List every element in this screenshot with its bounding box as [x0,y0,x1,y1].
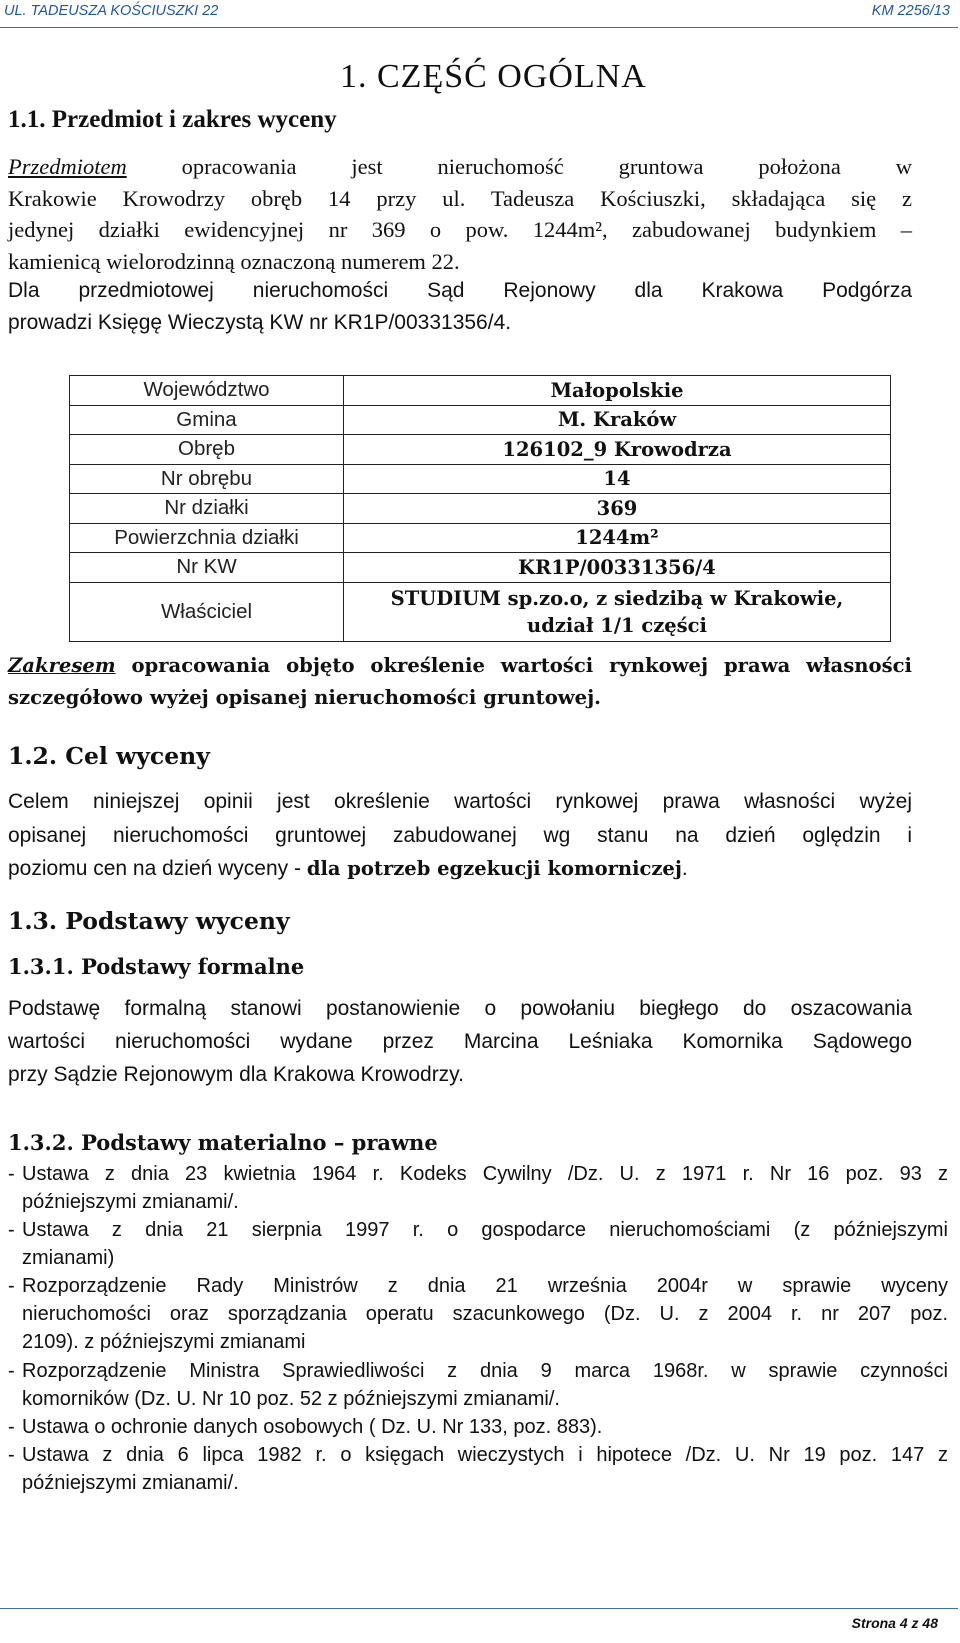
formal-basis-line-2: wartości nieruchomości wydane przez Marcina Leśniaka Komornika Sądowego [8,1030,912,1053]
scope-line-1 [8,650,912,682]
subject-line-2: Krakowie Krowodrzy obręb 14 przy ul. Tadeusza Kościuszki, składająca się z [8,185,912,211]
table-key: Nr KW [70,553,344,583]
list-item [8,1357,948,1413]
table-key: Nr działki [70,494,344,524]
purpose-line-3-text: poziomu cen na dzień wyceny - [8,857,307,880]
table-value: Małopolskie [344,376,891,406]
table-value: 369 [344,494,891,524]
purpose-line-2: opisanej nieruchomości gruntowej zabudowanej wg stanu na dzień oględzin i [8,823,912,847]
section-heading-1-3: 1.3. Podstawy wyceny [8,907,290,935]
land-register-line-1: Dla przedmiotowej nieruchomości Sąd Rejonowy dla Krakowa Podgórza [8,279,912,302]
list-dash: - [8,1275,15,1297]
table-value: 1244m² [344,523,891,553]
table-key: Obręb [70,435,344,465]
table-value: 126102_9 Krowodrza [344,435,891,465]
list-item [8,1160,948,1216]
header-divider [0,27,958,28]
list-item-line: Ustawa z dnia 6 lipca 1982 r. o księgach wieczystych i hipotece /Dz. U. Nr 19 poz. 147 z [22,1444,948,1466]
list-item-line: komorników (Dz. U. Nr 10 poz. 52 z późniejszymi zmianami/. [22,1388,560,1410]
section-heading-1-1: 1.1. Przedmiot i zakres wyceny [8,106,337,133]
formal-basis-line-3: przy Sądzie Rejonowym dla Krakowa Krowodrzy. [8,1063,464,1086]
list-dash: - [8,1163,15,1185]
list-dash: - [8,1416,15,1438]
list-item [8,1441,948,1497]
list-item-line: zmianami) [22,1247,115,1269]
table-row [70,405,891,435]
table-value: 14 [344,464,891,494]
list-item-line: Ustawa z dnia 23 kwietnia 1964 r. Kodeks Cywilny /Dz. U. z 1971 r. Nr 16 poz. 93 z [22,1163,948,1185]
purpose-line-3 [8,852,912,886]
part-title: 1. CZĘŚĆ OGÓLNA [340,58,647,95]
scope-line-2: szczegółowo wyżej opisanej nieruchomości gruntowej. [8,686,602,709]
owner-value-line-1: STUDIUM sp.zo.o, z siedzibą w Krakowie, [390,586,844,610]
list-item [8,1413,948,1441]
table-value: M. Kraków [344,405,891,435]
table-row [70,435,891,465]
list-dash: - [8,1360,15,1382]
owner-key: Właściciel [70,582,344,641]
table-value: KR1P/00331356/4 [344,553,891,583]
header-address: UL. TADEUSZA KOŚCIUSZKI 22 [4,3,219,19]
list-item-line: Ustawa o ochronie danych osobowych ( Dz. U. Nr 133, poz. 883). [22,1416,603,1438]
table-key: Nr obrębu [70,464,344,494]
purpose-line-3-end: . [681,857,688,880]
purpose-line-1: Celem niniejszej opinii jest określenie wartości rynkowej prawa własności wyżej [8,790,912,813]
land-register-line-2: prowadzi Księgę Wieczystą KW nr KR1P/00331356/4. [8,310,512,334]
list-item-line: Rozporządzenie Ministra Sprawiedliwości z dnia 9 marca 1968r. w sprawie czynności [22,1360,948,1382]
scope-line-1-text: opracowania objęto określenie wartości rynkowej prawa własności [115,654,912,677]
list-item-line: nieruchomości oraz sporządzania operatu szacunkowego (Dz. U. z 2004 r. nr 207 poz. [22,1303,948,1325]
land-register-paragraph [8,275,912,338]
table-row [70,376,891,406]
list-dash: - [8,1219,15,1241]
footer-divider [0,1608,958,1609]
list-item-line: Ustawa z dnia 21 sierpnia 1997 r. o gospodarce nieruchomościami (z późniejszymi [22,1219,948,1241]
subject-line-1 [8,151,912,183]
owner-value-line-2: udział 1/1 części [527,613,707,637]
section-heading-1-2: 1.2. Cel wyceny [8,742,210,770]
header-case-number: KM 2256/13 [871,3,950,19]
list-item-line: późniejszymi zmianami/. [22,1472,239,1494]
list-item-line: późniejszymi zmianami/. [22,1191,239,1213]
subject-lead-word: Przedmiotem [8,154,127,179]
scope-lead-word: Zakresem [8,654,116,677]
list-dash: - [8,1444,15,1466]
list-item-line: Rozporządzenie Rady Ministrów z dnia 21 września 2004r w sprawie wyceny [22,1275,948,1297]
purpose-highlight: dla potrzeb egzekucji komorniczej [306,857,682,880]
table-key: Powierzchnia działki [70,523,344,553]
purpose-paragraph [8,785,912,886]
list-item [8,1272,948,1356]
table-row [70,553,891,583]
table-row-owner [70,582,891,641]
formal-basis-paragraph [8,992,912,1091]
section-heading-1-3-2: 1.3.2. Podstawy materialno – prawne [8,1130,438,1155]
formal-basis-line-1: Podstawę formalną stanowi postanowienie o powołaniu biegłego do oszacowania [8,997,912,1020]
table-row [70,464,891,494]
table-row [70,523,891,553]
subject-line-1-text: opracowania jest nieruchomość gruntowa położona w [126,154,912,179]
subject-line-3: jedynej działki ewidencyjnej nr 369 o pow. 1244m², zabudowanej budynkiem – [8,217,912,242]
table-row [70,494,891,524]
subject-line-4: kamienicą wielorodzinną oznaczoną numerem 22. [8,248,460,274]
scope-paragraph [8,650,912,714]
property-info-table [69,375,891,642]
table-key: Gmina [70,405,344,435]
list-item [8,1216,948,1272]
owner-value [344,582,891,641]
section-heading-1-3-1: 1.3.1. Podstawy formalne [8,954,305,979]
page-number: Strona 4 z 48 [851,1615,938,1631]
subject-paragraph [8,151,912,277]
table-key: Województwo [70,376,344,406]
list-item-line: 2109). z późniejszymi zmianami [22,1331,306,1353]
